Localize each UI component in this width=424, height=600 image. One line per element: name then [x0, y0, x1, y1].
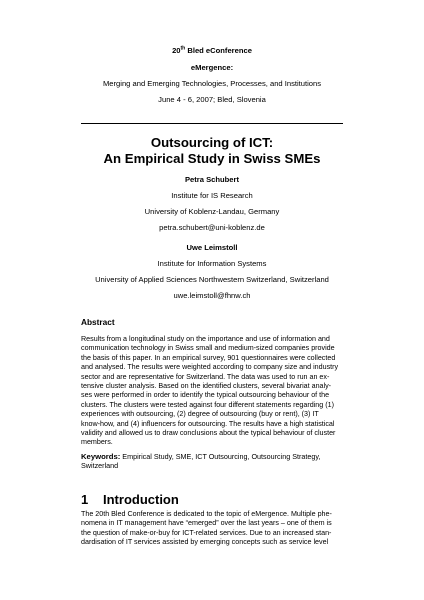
section-line: the question of make-or-buy for ICT-related services. Due to an increased stan- — [81, 528, 332, 537]
abstract-line: experiences with outsourcing, (2) degree of outsourcing (buy or rent), (3) IT — [81, 410, 319, 419]
abstract-line: ses were performed in order to identify the typical outsourcing behaviour of the — [81, 391, 330, 400]
abstract-line: members. — [81, 438, 113, 447]
abstract-line: the basis of this paper. In an empirical survey, 901 questionnaires were collected — [81, 353, 336, 362]
keywords-text: Empirical Study, SME, ICT Outsourcing, Outsourcing Strategy, — [120, 452, 321, 461]
keywords-label: Keywords: — [81, 452, 121, 461]
keywords-line — [81, 452, 349, 461]
section-line: nomena in IT management have “emerged” over the last years – one of them is — [81, 519, 332, 528]
conference-edition-name: Bled eConference — [185, 46, 252, 55]
conference-edition — [0, 46, 424, 55]
author-affiliation: Institute for Information Systems — [157, 259, 267, 268]
abstract-line: tensive cluster analysis. Based on the identified clusters, several bivariat analy- — [81, 382, 332, 391]
abstract-heading: Abstract — [81, 317, 115, 327]
abstract-line: Results from a longitudinal study on the importance and use of information and — [81, 335, 330, 343]
author-affiliation: Institute for IS Research — [171, 191, 253, 200]
conference-date-place: June 4 - 6, 2007; Bled, Slovenia — [158, 95, 266, 104]
author-affiliation: University of Applied Sciences Northwestern Switzerland, Switzerland — [95, 275, 329, 284]
abstract-line: know-how, and (4) influencers for outsourcing. The results have a high statistical — [81, 419, 335, 428]
section-line: The 20th Bled Conference is dedicated to the topic of eMergence. Multiple phe- — [81, 510, 332, 518]
abstract-line: validity and allowed us to draw conclusions about the typical behaviour of cluster — [81, 429, 336, 438]
abstract-line: sector and are representative for Switzerland. The data was used to run an ex- — [81, 372, 330, 381]
keywords — [81, 452, 349, 471]
abstract-line: communication technology in Swiss small and medium-sized companies provide — [81, 344, 335, 353]
section-line: dardisation of IT services assisted by emerging concepts such as service level — [81, 538, 329, 547]
paper-title-line1: Outsourcing of ICT: — [150, 135, 274, 150]
section-body — [81, 510, 351, 548]
conference-edition-suffix: th — [180, 45, 186, 52]
conference-subtitle: Merging and Emerging Technologies, Processes, and Institutions — [102, 79, 322, 88]
section-title: Introduction — [103, 492, 179, 507]
section-number: 1 — [81, 492, 89, 507]
abstract-line: clusters. The clusters were tested against four different statements regarding (1) — [81, 400, 334, 409]
abstract-body — [81, 335, 349, 448]
author-email: uwe.leimstoll@fhnw.ch — [173, 291, 251, 300]
author-affiliation: University of Koblenz-Landau, Germany — [144, 207, 280, 216]
keywords-line: Switzerland — [81, 461, 119, 471]
abstract-line: and analysed. The results were weighted according to company size and industry — [81, 363, 339, 372]
section-heading — [81, 492, 179, 507]
conference-theme: eMergence: — [190, 63, 234, 72]
paper-title-line2: An Empirical Study in Swiss SMEs — [103, 151, 321, 166]
conference-edition-number: 20 — [172, 46, 181, 55]
header-divider — [81, 123, 343, 124]
author-email: petra.schubert@uni-koblenz.de — [159, 223, 265, 232]
author-name: Uwe Leimstoll — [186, 243, 238, 252]
author-name: Petra Schubert — [184, 175, 240, 184]
